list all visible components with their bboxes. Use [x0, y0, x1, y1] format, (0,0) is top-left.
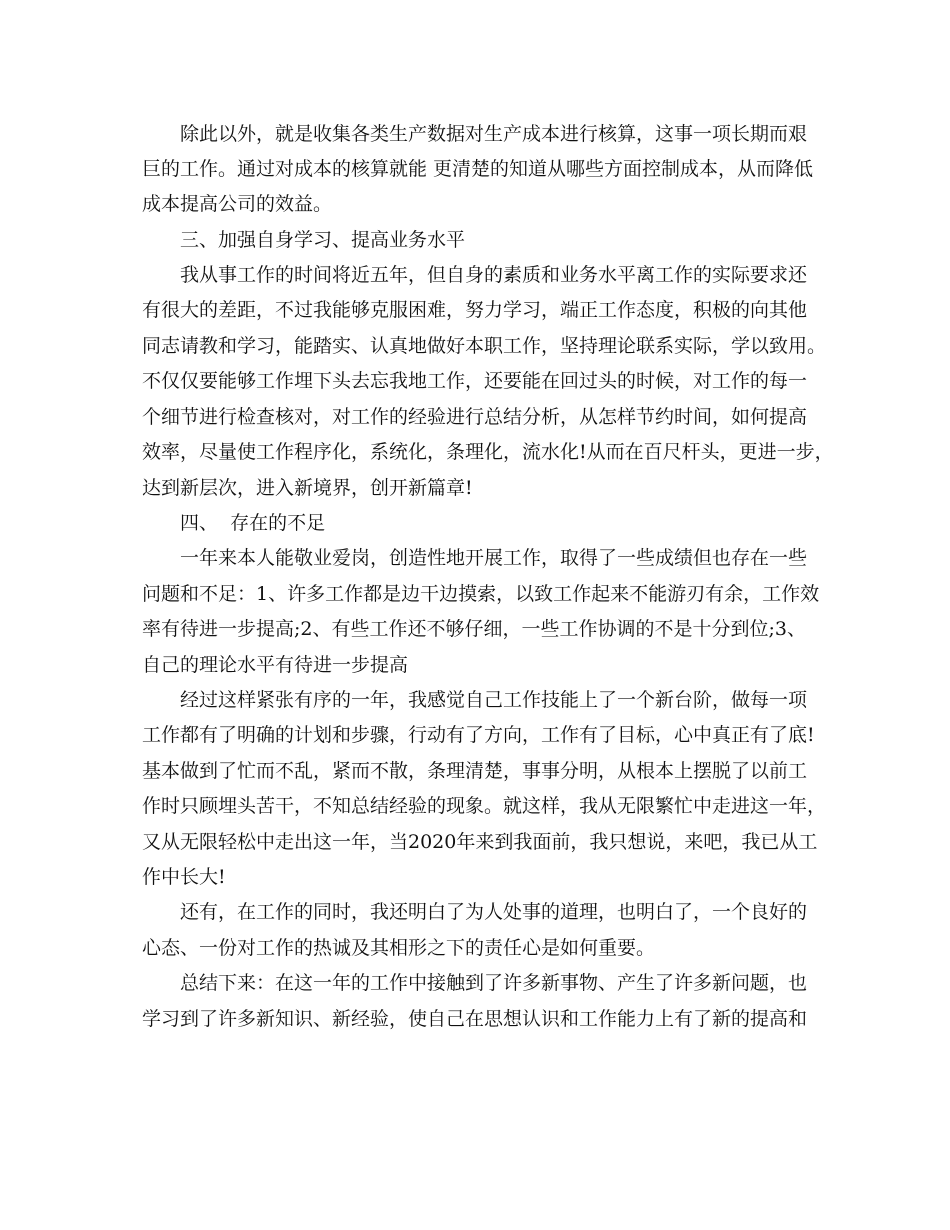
paragraph-line: 率有待进一步提高;2、有些工作还不够仔细，一些工作协调的不是十分到位;3、 [142, 618, 806, 640]
paragraph-line: 除此以外，就是收集各类生产数据对生产成本进行核算，这事一项长期而艰 [180, 123, 808, 145]
paragraph-line: 又从无限轻松中走出这一年，当2020年来到我面前，我只想说，来吧，我已从工 [142, 831, 818, 853]
paragraph-line: 自己的理论水平有待进一步提高 [142, 654, 409, 676]
paragraph-line: 基本做到了忙而不乱，紧而不散，条理清楚，事事分明，从根本上摆脱了以前工 [142, 760, 808, 782]
paragraph-line: 经过这样紧张有序的一年，我感觉自己工作技能上了一个新台阶，做每一项 [180, 689, 808, 711]
paragraph-line: 还有，在工作的同时，我还明白了为人处事的道理，也明白了，一个良好的 [180, 901, 808, 923]
paragraph-line: 同志请教和学习，能踏实、认真地做好本职工作，坚持理论联系实际，学以致用。 [142, 335, 827, 357]
paragraph-line: 作时只顾埋头苦干，不知总结经验的现象。就这样，我从无限繁忙中走进这一年， [142, 795, 827, 817]
paragraph-line: 巨的工作。通过对成本的核算就能 更清楚的知道从哪些方面控制成本，从而降低 [142, 158, 814, 180]
paragraph-line: 我从事工作的时间将近五年，但自身的素质和业务水平离工作的实际要求还 [180, 264, 808, 286]
paragraph-line: 效率，尽量使工作程序化，系统化，条理化，流水化!从而在百尺杆头，更进一步， [142, 441, 834, 463]
paragraph-line: 心态、一份对工作的热诚及其相形之下的责任心是如何重要。 [142, 937, 656, 959]
paragraph-line: 问题和不足：1、许多工作都是边干边摸索，以致工作起来不能游刃有余，工作效 [142, 583, 820, 605]
paragraph-line: 有很大的差距，不过我能够克服困难，努力学习，端正工作态度，积极的向其他 [142, 299, 808, 321]
paragraph-line: 学习到了许多新知识、新经验，使自己在思想认识和工作能力上有了新的提高和 [142, 1008, 808, 1030]
paragraph-line: 总结下来：在这一年的工作中接触到了许多新事物、产生了许多新问题，也 [180, 972, 808, 994]
paragraph-line: 不仅仅要能够工作埋下头去忘我地工作，还要能在回过头的时候，对工作的每一 [142, 370, 808, 392]
section-heading: 三、加强自身学习、提高业务水平 [180, 229, 466, 251]
paragraph-line: 作中长大! [142, 866, 226, 888]
paragraph-line: 成本提高公司的效益。 [142, 193, 333, 215]
paragraph-line: 一年来本人能敬业爱岗，创造性地开展工作，取得了一些成绩但也存在一些 [180, 547, 808, 569]
paragraph-line: 工作都有了明确的计划和步骤，行动有了方向，工作有了目标，心中真正有了底! [142, 724, 815, 746]
paragraph-line: 达到新层次，进入新境界，创开新篇章! [142, 477, 473, 499]
paragraph-line: 个细节进行检查核对，对工作的经验进行总结分析，从怎样节约时间，如何提高 [142, 406, 808, 428]
section-heading: 四、 存在的不足 [180, 512, 326, 534]
